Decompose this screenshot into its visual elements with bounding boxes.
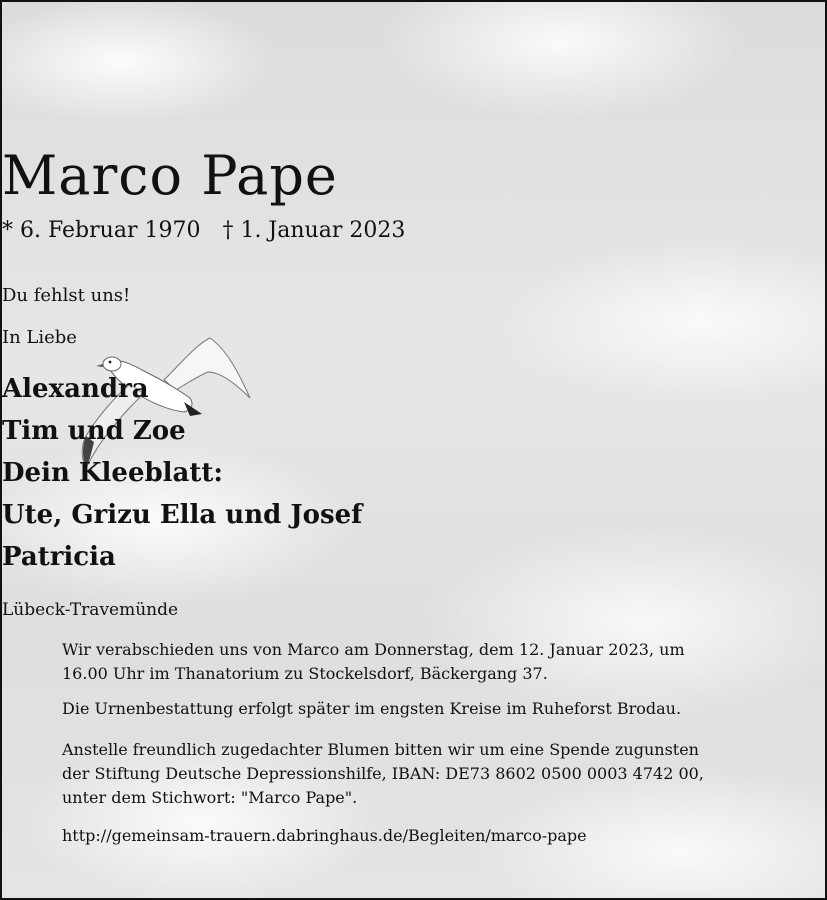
place: Lübeck-Travemünde: [2, 600, 179, 620]
death-date: † 1. Januar 2023: [222, 218, 406, 243]
donation-line: Anstelle freundlich zugedachter Blumen bitten wir um eine Spende zugunsten: [62, 740, 699, 759]
donation-line: der Stiftung Deutsche Depressionshilfe, IBAN: DE73 8602 0500 0003 4742 00,: [62, 764, 704, 783]
in-love-line: In Liebe: [2, 327, 77, 348]
mourner-name: Ute, Grizu Ella und Josef: [2, 500, 363, 530]
memorial-url-link[interactable]: http://gemeinsam-trauern.dabringhaus.de/Begleiten/marco-pape: [62, 826, 587, 845]
mourner-name: Tim und Zoe: [2, 416, 186, 446]
farewell-text: [62, 638, 765, 686]
deceased-name: Marco Pape: [2, 144, 338, 207]
farewell-line: 16.00 Uhr im Thanatorium zu Stockelsdorf, Bäckergang 37.: [62, 664, 548, 683]
birth-date: * 6. Februar 1970: [2, 218, 201, 243]
life-dates: [2, 216, 825, 246]
motto: Du fehlst uns!: [2, 285, 131, 306]
mourner-name: Patricia: [2, 542, 116, 572]
mourner-name: Alexandra: [2, 374, 149, 404]
mourners-list: [2, 368, 825, 578]
urn-burial-text: Die Urnenbestattung erfolgt später im engsten Kreise im Ruheforst Brodau.: [62, 699, 682, 718]
donation-line: unter dem Stichwort: "Marco Pape".: [62, 788, 358, 807]
farewell-line: Wir verabschieden uns von Marco am Donnerstag, dem 12. Januar 2023, um: [62, 640, 685, 659]
mourner-name: Dein Kleeblatt:: [2, 458, 223, 488]
donation-text: [62, 738, 765, 810]
